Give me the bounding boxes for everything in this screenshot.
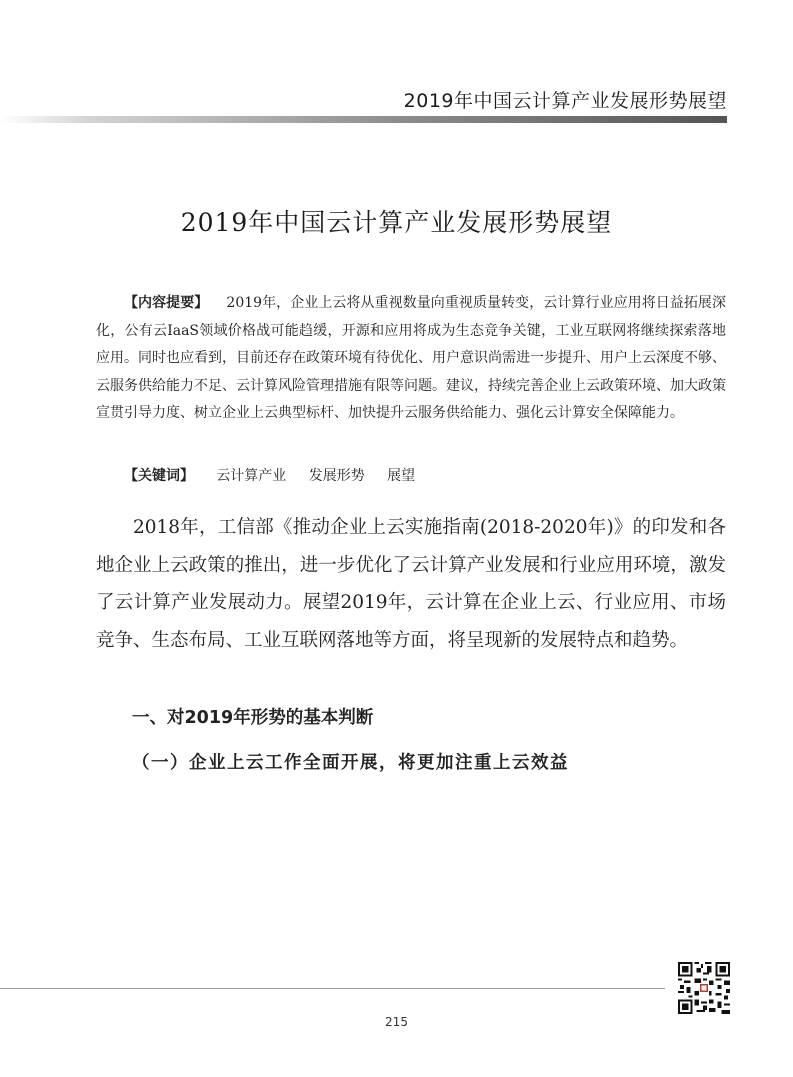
keyword-item: 发展形势 xyxy=(308,468,365,484)
abstract-text: 2019年，企业上云将从重视数量向重视质量转变，云计算行业应用将日益拓展深化，公有云IaaS领域价格战可能趋缓，开源和应用将成为生态竞争关键，工业互联网将继续探索落地应用。同时也应看到，目前还存在政策环境有待优化、用户意识尚需进一步提升、用户上云深度不够、云服务供给能力不足、云计算风险管理措施有限等问题。建议，持续完善企业上云政策环境、加大政策宣贯引导力度、树立企业上云典型标杆、加快提升云服务供给能力、强化云计算安全保障能力。 xyxy=(96,295,726,421)
abstract-label: 【内容提要】 xyxy=(124,295,209,311)
page-number: 215 xyxy=(385,1015,408,1029)
section-heading: 一、对2019年形势的基本判断 xyxy=(132,708,374,728)
footer-rule xyxy=(0,988,665,989)
subsection-heading: （一）企业上云工作全面开展，将更加注重上云效益 xyxy=(132,753,569,773)
running-header: 2019年中国云计算产业发展形势展望 xyxy=(403,90,727,112)
intro-paragraph: 2018年，工信部《推动企业上云实施指南(2018-2020年)》的印发和各地企业上云政策的推出，进一步优化了云计算产业发展和行业应用环境，激发了云计算产业发展动力。展望2019年，云计算在企业上云、行业应用、市场竞争、生态布局、工业互联网落地等方面，将呈现新的发展特点和趋势。 xyxy=(96,517,726,651)
keyword-item: 展望 xyxy=(387,468,416,484)
abstract xyxy=(96,290,726,428)
keyword-item: 云计算产业 xyxy=(216,468,287,484)
qr-code-icon xyxy=(678,962,730,1014)
header-rule xyxy=(0,116,727,123)
article-title: 2019年中国云计算产业发展形势展望 xyxy=(180,208,613,237)
keywords-label: 【关键词】 xyxy=(124,468,194,484)
keywords xyxy=(124,466,433,486)
